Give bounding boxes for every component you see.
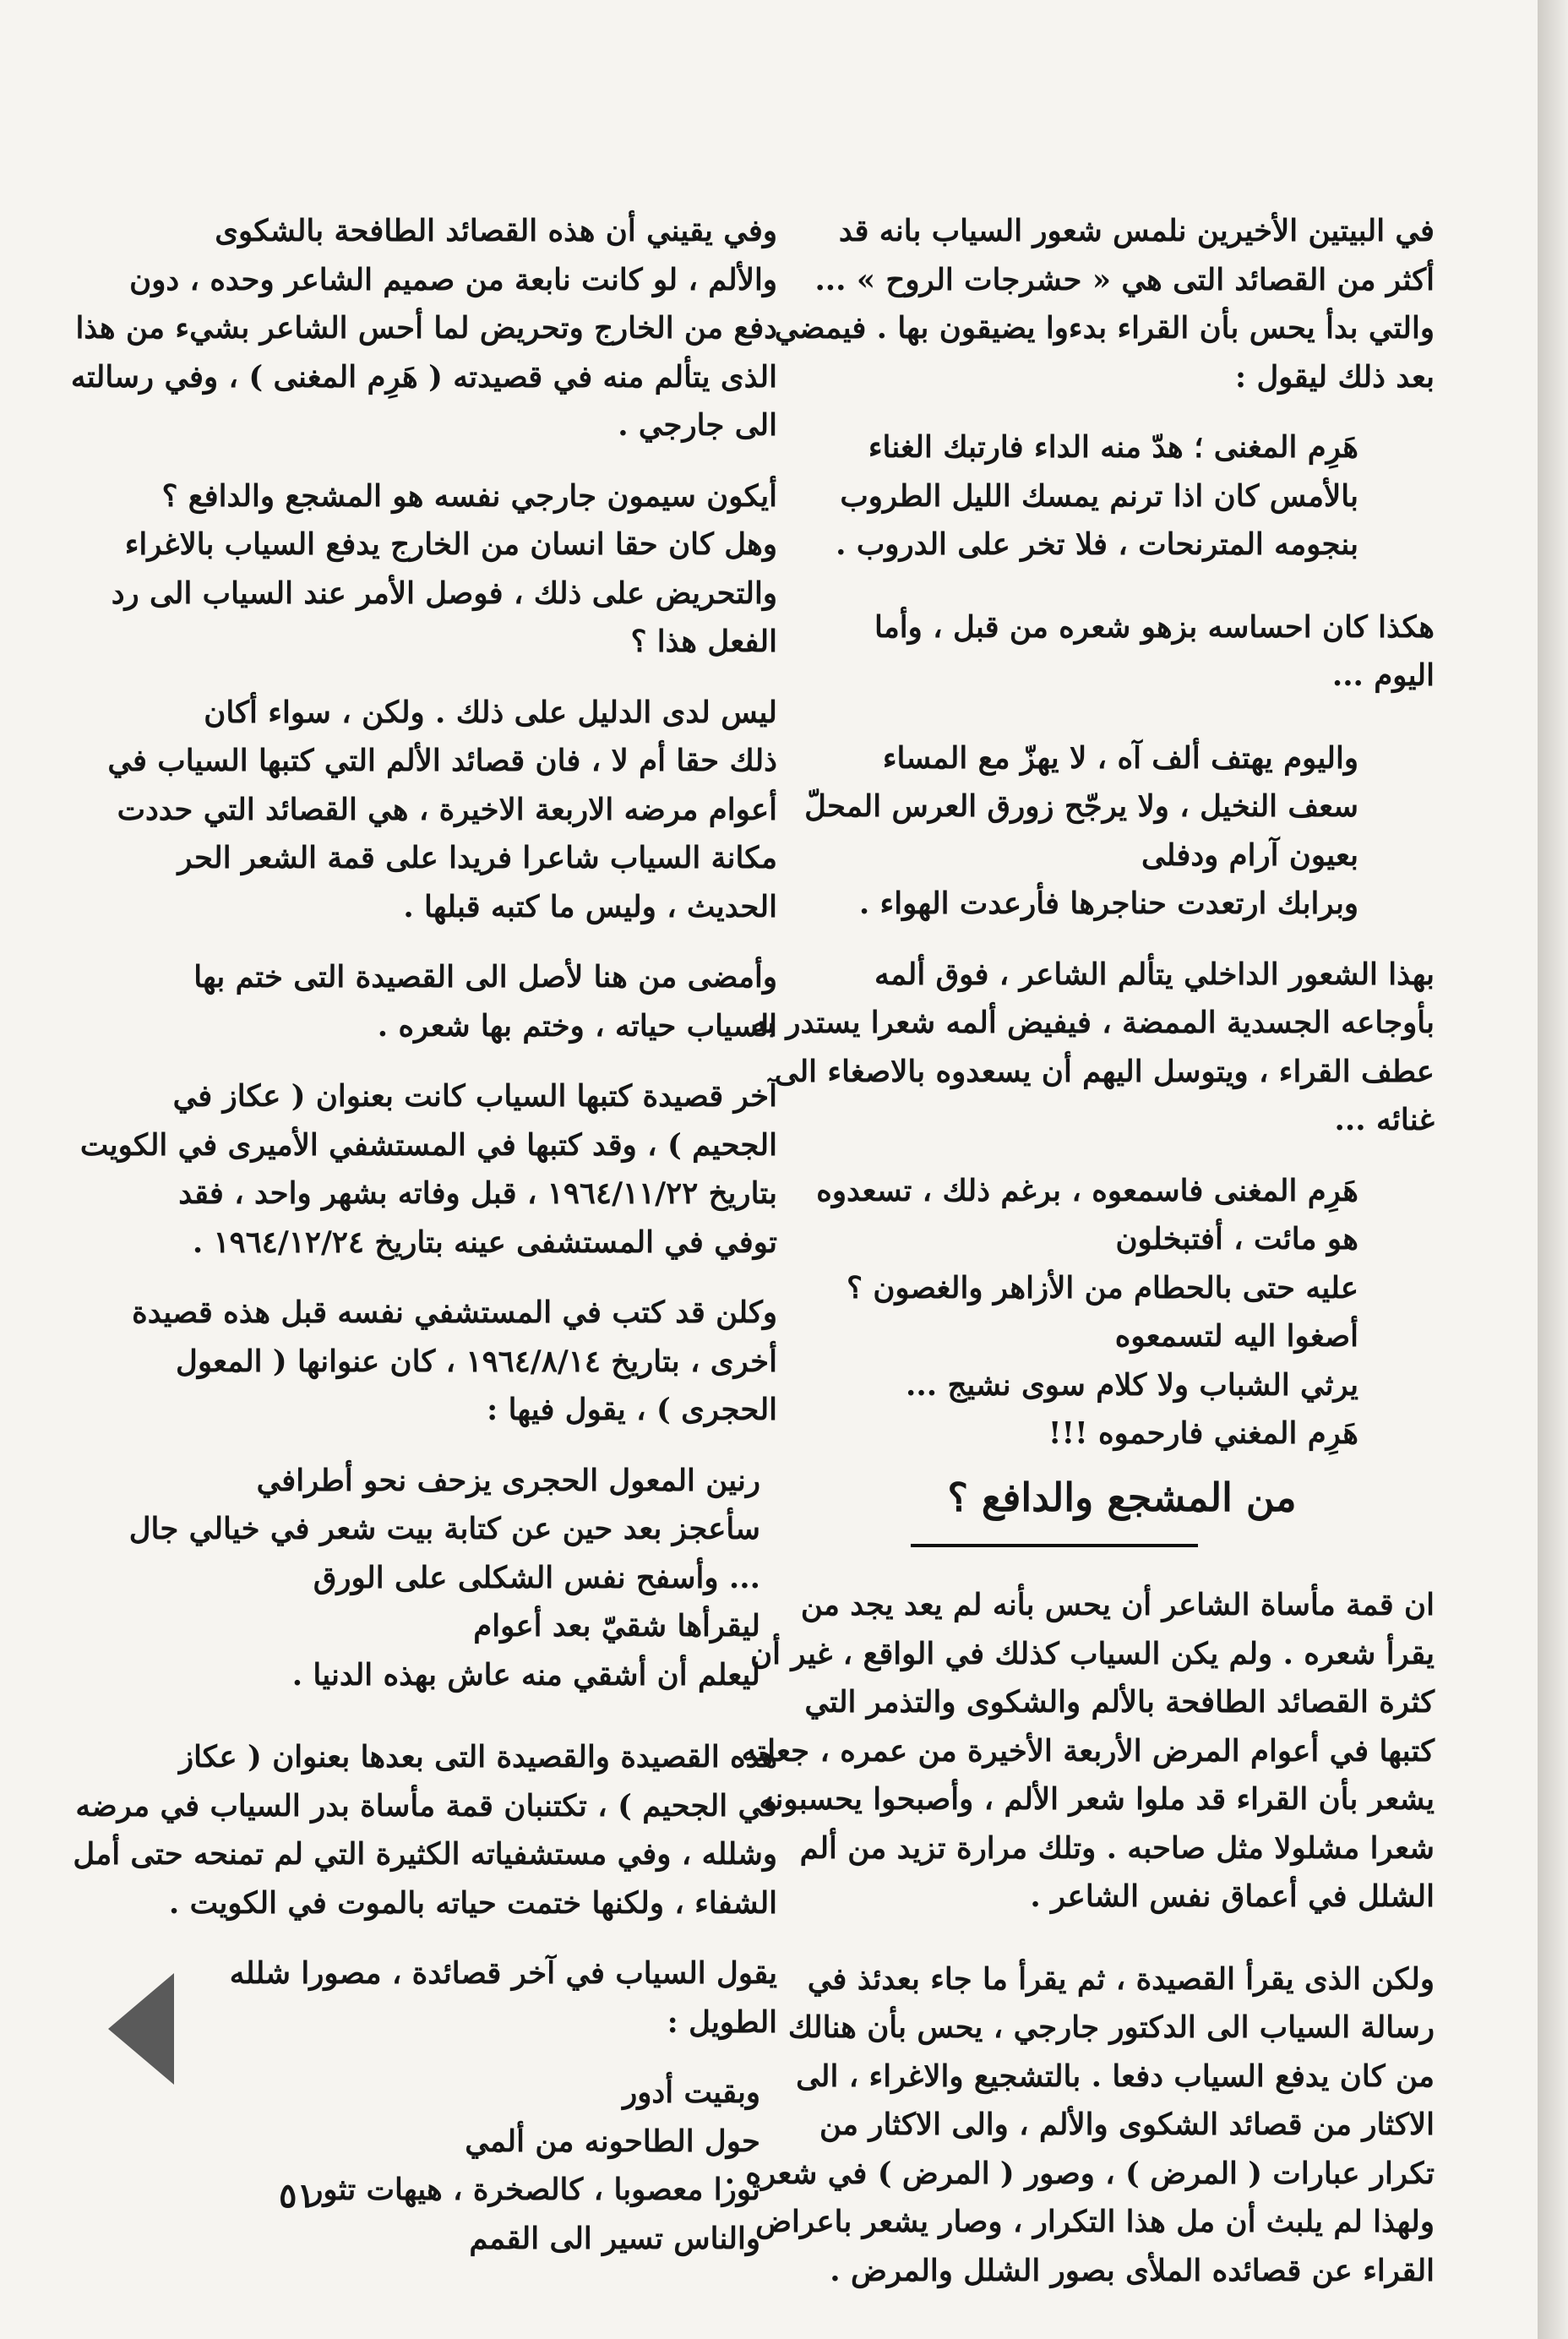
text-line: والتي بدأ يحس بأن القراء بدءوا يضيقون بها . فيمضي	[774, 311, 1435, 346]
paragraph	[70, 207, 777, 450]
paragraph	[741, 1581, 1435, 1922]
text-line: تكرار عبارات ( المرض ) ، وصور ( المرض ) في شعره .	[724, 2156, 1435, 2191]
text-line: أعوام مرضه الاربعة الاخيرة ، هي القصائد التي حددت	[117, 792, 777, 827]
text-line: أكثر من القصائد التى هي « حشرجات الروح » ...	[814, 262, 1435, 297]
text-line: وبرابك ارتعدت حناجرها فأرعدت الهواء .	[858, 886, 1358, 921]
text-line: وبقيت أدور	[623, 2075, 760, 2110]
text-line: في البيتين الأخيرين نلمس شعور السياب بانه قد	[838, 214, 1435, 248]
text-line: هَرِم المغنى فاسمعوه ، برغم ذلك ، تسعدوه	[816, 1173, 1358, 1208]
text-line: في الجحيم ) ، تكتنبان قمة مأساة بدر السياب في مرضه	[75, 1788, 777, 1824]
text-line: بعد ذلك ليقول :	[1235, 359, 1435, 395]
text-line: الشلل في أعماق نفس الشاعر .	[1030, 1879, 1435, 1914]
text-line: والتحريض على ذلك ، فوصل الأمر عند السياب الى رد	[111, 575, 777, 611]
text-line: ولهذا لم يلبث أن مل هذا التكرار ، وصار يشعر باعراض	[755, 2205, 1435, 2239]
text-line: دفع من الخارج وتحريض لما أحس الشاعر بشيء من هذا	[75, 311, 777, 346]
text-line: ليس لدى الدليل على ذلك . ولكن ، سواء أكان	[204, 695, 777, 730]
poem-verse	[809, 1167, 1435, 1458]
page-number: ٥١	[279, 2176, 315, 2216]
text-line: هو مائت ، أفتبخلون	[1115, 1222, 1358, 1257]
text-line: توفي في المستشفى عينه بتاريخ ١٩٦٤/١٢/٢٤ .	[192, 1224, 777, 1260]
text-line: بنجومه المترنحات ، فلا تخر على الدروب .	[836, 527, 1358, 562]
text-line: الجحيم ) ، وقد كتبها في المستشفي الأميرى في الكويت	[79, 1127, 777, 1163]
paragraph	[79, 1072, 777, 1267]
text-line: غنائه ...	[1334, 1103, 1435, 1137]
text-line: وهل كان حقا انسان من الخارج يدفع السياب بالاغراء	[124, 527, 777, 562]
poem-verse	[169, 2069, 777, 2263]
poem-verse	[128, 1457, 777, 1700]
text-line: الحديث ، وليس ما كتبه قبلها .	[403, 889, 777, 924]
text-line: هذه القصيدة والقصيدة التى بعدها بعنوان ( عكاز	[178, 1740, 777, 1775]
text-line: شعرا مشلولا مثل صاحبه . وتلك مرارة تزيد من ألم	[799, 1830, 1435, 1866]
paragraph	[751, 951, 1435, 1145]
text-line: الحجرى ) ، يقول فيها :	[487, 1393, 777, 1427]
text-line: عليه حتى بالحطام من الأزاهر والغصون ؟	[847, 1270, 1358, 1306]
text-line: القراء عن قصائده الملأى بصور الشلل والمرض .	[830, 2253, 1435, 2288]
text-line: من كان يدفع السياب دفعا . بالتشجيع والاغراء ، الى	[796, 2058, 1435, 2094]
text-line: والألم ، لو كانت نابعة من صميم الشاعر وحده ، دون	[129, 262, 777, 297]
text-line: بأوجاعه الجسدية الممضة ، فيفيض ألمه شعرا يستدر به	[751, 1006, 1435, 1040]
text-line: وأمضى من هنا لأصل الى القصيدة التى ختم بها	[193, 960, 777, 995]
heading-underline	[911, 1544, 1198, 1547]
text-line: رسالة السياب الى الدكتور جارجي ، يحس بأن هنالك	[787, 2010, 1435, 2045]
text-line: هَرِم المغنى ؛ هدّ منه الداء فارتبك الغناء	[868, 430, 1358, 465]
text-line: ليقرأها شقيّ بعد أعوام	[473, 1609, 760, 1644]
paragraph	[73, 1733, 777, 1927]
right-column	[724, 207, 1435, 2295]
page-edge	[1538, 0, 1568, 2339]
text-line: بهذا الشعور الداخلي يتألم الشاعر ، فوق ألمه	[874, 957, 1435, 992]
paragraph	[169, 953, 777, 1050]
text-line: اليوم ...	[1331, 658, 1435, 693]
text-line: مكانة السياب شاعرا فريدا على قمة الشعر الحر	[177, 841, 777, 875]
text-line: حول الطاحونه من ألمي	[465, 2124, 760, 2159]
text-line: ذلك حقا أم لا ، فان قصائد الألم التي كتبها السياب في	[107, 744, 777, 778]
text-line: أيكون سيمون جارجي نفسه هو المشجع والدافع ؟	[161, 478, 777, 514]
text-line: أصغوا اليه لتسمعوه	[1114, 1319, 1358, 1354]
text-line: بالأمس كان اذا ترنم يمسك الليل الطروب	[840, 478, 1358, 514]
text-line: الشفاء ، ولكنها ختمت حياته بالموت في الكويت .	[168, 1885, 777, 1921]
poem-verse	[809, 423, 1435, 570]
text-line: يرثي الشباب ولا كلام سوى نشيج ...	[906, 1367, 1358, 1403]
text-line: يشعر بأن القراء قد ملوا شعر الألم ، وأصبحوا يحسبونه	[759, 1782, 1435, 1817]
text-line: ثورا معصوبا ، كالصخرة ، هيهات تثور	[308, 2173, 760, 2207]
text-line: ليعلم أن أشقي منه عاش بهذه الدنيا .	[291, 1657, 760, 1693]
next-page-arrow-icon	[108, 1973, 174, 2085]
left-column	[70, 207, 777, 2263]
text-line: واليوم يهتف ألف آه ، لا يهزّ مع المساء	[882, 740, 1358, 776]
poem-verse	[804, 734, 1435, 929]
text-line: يقرأ شعره . ولم يكن السياب كذلك في الواقع ، غير أن	[750, 1636, 1435, 1671]
paragraph	[809, 603, 1435, 701]
paragraph	[132, 1289, 777, 1435]
text-line: بتاريخ ١٩٦٤/١١/٢٢ ، قبل وفاته بشهر واحد ، فقد	[178, 1176, 777, 1211]
paragraph	[111, 472, 777, 667]
text-line: السياب حياته ، وختم بها شعره .	[377, 1008, 777, 1044]
text-line: الاكثار من قصائد الشكوى والألم ، والى الاكثار من	[819, 2107, 1435, 2142]
text-line: بعيون آرام ودفلى	[1141, 837, 1358, 873]
text-line: ان قمة مأساة الشاعر أن يحس بأنه لم يعد يجد من	[800, 1588, 1435, 1622]
text-line: الطويل :	[667, 2004, 777, 2040]
text-line: هكذا كان احساسه بزهو شعره من قبل ، وأما	[874, 609, 1435, 645]
text-line: يقول السياب في آخر قصائدة ، مصورا شلله	[229, 1956, 777, 1991]
text-line: آخر قصيدة كتبها السياب كانت بعنوان ( عكاز في	[172, 1079, 777, 1114]
text-line: الى جارجي .	[618, 408, 777, 443]
paragraph	[774, 207, 1435, 401]
text-line: سعف النخيل ، ولا يرجّح زورق العرس المحلّ	[804, 789, 1358, 824]
text-line: كثرة القصائد الطافحة بالألم والشكوى والتذمر التي	[804, 1685, 1435, 1720]
text-line: رنين المعول الحجرى يزحف نحو أطرافي	[256, 1463, 760, 1498]
text-line: ... وأسفح نفس الشكلى على الورق	[313, 1560, 760, 1595]
text-line: ولكن الذى يقرأ القصيدة ، ثم يقرأ ما جاء بعدئذ في	[807, 1961, 1435, 1997]
section-heading-wrap	[809, 1474, 1435, 1526]
text-line: أخرى ، بتاريخ ١٩٦٤/٨/١٤ ، كان عنوانها ( المعول	[176, 1344, 777, 1379]
text-line: وشلله ، وفي مستشفياته الكثيرة التي لم تمنحه حتى أمل	[73, 1837, 777, 1872]
paragraph	[724, 1955, 1435, 2296]
text-line: هَرِم المغني فارحموه !!!	[1048, 1416, 1358, 1451]
text-line: والناس تسير الى القمم	[469, 2221, 760, 2256]
text-line: كتبها في أعوام المرض الأربعة الأخيرة من عمره ، جعلته	[741, 1733, 1435, 1769]
text-line: وفي يقيني أن هذه القصائد الطافحة بالشكوى	[215, 214, 777, 248]
text-line: وكلن قد كتب في المستشفي نفسه قبل هذه قصيدة	[132, 1295, 777, 1330]
text-line: الذى يتألم منه في قصيدته ( هَرِم المغنى ) ، وفي رسالته	[70, 359, 777, 395]
paragraph	[107, 689, 777, 932]
section-heading: من المشجع والدافع ؟	[947, 1474, 1297, 1520]
text-line: عطف القراء ، ويتوسل اليهم أن يسعدوه بالاصغاء الى	[774, 1054, 1435, 1089]
text-line: سأعجز بعد حين عن كتابة بيت شعر في خيالي جال	[128, 1512, 760, 1546]
text-line: الفعل هذا ؟	[630, 624, 777, 659]
paragraph	[169, 1949, 777, 2047]
